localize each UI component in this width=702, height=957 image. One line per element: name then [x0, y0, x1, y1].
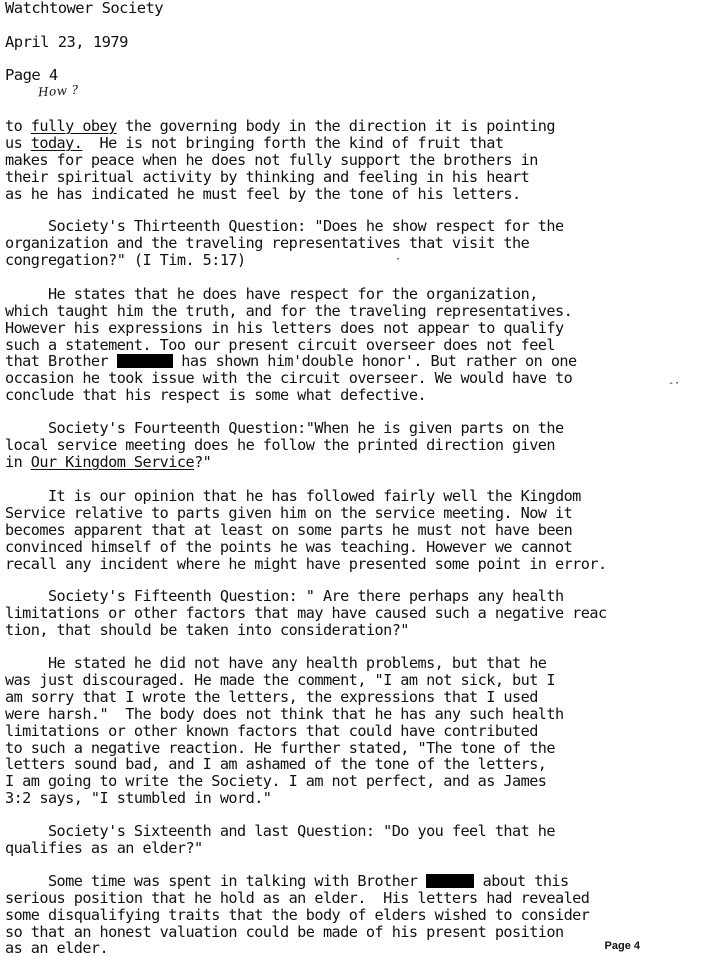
underlined-phrase: fully obey — [30, 117, 117, 135]
body-line-8: congregation?" (I Tim. 5:17) — [5, 251, 246, 269]
body-line-29: am sorry that I wrote the letters, the expressions that I used — [5, 688, 538, 706]
body-line-38: Some time was spent in talking with Brother about this — [5, 872, 569, 890]
body-line-15: conclude that his respect is some what defective. — [5, 386, 427, 404]
body-line-28: was just discouraged. He made the comment, "I am not sick, but I — [5, 671, 555, 689]
body-line-12: such a statement. Too our present circuit overseer does not feel — [5, 336, 555, 354]
body-line-17: local service meeting does he follow the printed direction given — [5, 436, 555, 454]
body-line-10: which taught him the truth, and for the traveling representatives. — [5, 302, 573, 320]
body-line-35: 3:2 says, "I stumbled in word." — [5, 789, 272, 807]
body-line-21: becomes apparent that at least on some parts he must not have been — [5, 521, 573, 539]
body-line-6: Society's Thirteenth Question: "Does he show respect for the — [5, 217, 564, 235]
body-line-31: limitations or other known factors that could have contributed — [5, 722, 538, 740]
body-line-4: their spiritual activity by thinking and feeling in his heart — [5, 168, 530, 186]
body-line-40: some disqualifying traits that the body of elders wished to consider — [5, 906, 590, 924]
body-line-27: He stated he did not have any health problems, but that he — [5, 654, 547, 672]
body-line-39: serious position that he hold as an elder. His letters had revealed — [5, 889, 590, 907]
body-line-22: convinced himself of the points he was teaching. However we cannot — [5, 538, 573, 556]
body-line-37: qualifies as an elder?" — [5, 839, 203, 857]
body-line-3: makes for peace when he does not fully support the brothers in — [5, 151, 538, 169]
body-line-24: Society's Fifteenth Question: " Are there perhaps any health — [5, 587, 564, 605]
body-line-19: It is our opinion that he has followed fairly well the Kingdom — [5, 487, 581, 505]
header-date: April 23, 1979 — [5, 33, 128, 51]
body-line-34: I am going to write the Society. I am not perfect, and as James — [5, 772, 547, 790]
body-line-9: He states that he does have respect for the organization, — [5, 285, 538, 303]
body-line-32: to such a negative reaction. He further stated, "The tone of the — [5, 739, 555, 757]
body-line-33: letters sound bad, and I am ashamed of the tone of the letters, — [5, 755, 547, 773]
redaction-block — [117, 354, 173, 368]
header-org: Watchtower Society — [5, 0, 164, 17]
body-line-2: us today. He is not bringing forth the kind of fruit that — [5, 134, 504, 152]
stray-mark: · — [395, 254, 402, 265]
body-line-1: to fully obey the governing body in the direction it is pointing — [5, 117, 555, 135]
body-line-14: occasion he took issue with the circuit overseer. We would have to — [5, 369, 573, 387]
underlined-phrase: today. — [30, 134, 83, 152]
body-line-30: were harsh." The body does not think that he has any such health — [5, 705, 564, 723]
redaction-block — [426, 874, 474, 888]
body-line-42: as an elder. — [5, 939, 109, 957]
header-page-label: Page 4 — [5, 66, 58, 84]
handwritten-annotation: How ? — [37, 82, 80, 100]
body-line-11: However his expressions in his letters does not appear to qualify — [5, 319, 564, 337]
body-line-16: Society's Fourteenth Question:"When he is given parts on the — [5, 419, 564, 437]
body-line-5: as he has indicated he must feel by the tone of his letters. — [5, 185, 521, 203]
underlined-title: Our Kingdom Service — [30, 453, 195, 471]
body-line-25: limitations or other factors that may have caused such a negative reac — [5, 604, 607, 622]
stray-mark: -· — [668, 378, 681, 389]
body-line-7: organization and the traveling representatives that visit the — [5, 234, 530, 252]
body-line-23: recall any incident where he might have presented some point in error. — [5, 555, 607, 573]
body-line-41: so that an honest valuation could be made of his present position — [5, 923, 564, 941]
body-line-20: Service relative to parts given him on the service meeting. Now it — [5, 504, 573, 522]
body-line-26: tion, that should be taken into consideration?" — [5, 621, 409, 639]
page-number-stamp: Page 4 — [604, 940, 640, 952]
body-line-13: that Brother has shown him'double honor'. But rather on one — [5, 352, 577, 370]
body-line-18: in Our Kingdom Service?" — [5, 453, 212, 471]
body-line-36: Society's Sixteenth and last Question: "Do you feel that he — [5, 822, 555, 840]
